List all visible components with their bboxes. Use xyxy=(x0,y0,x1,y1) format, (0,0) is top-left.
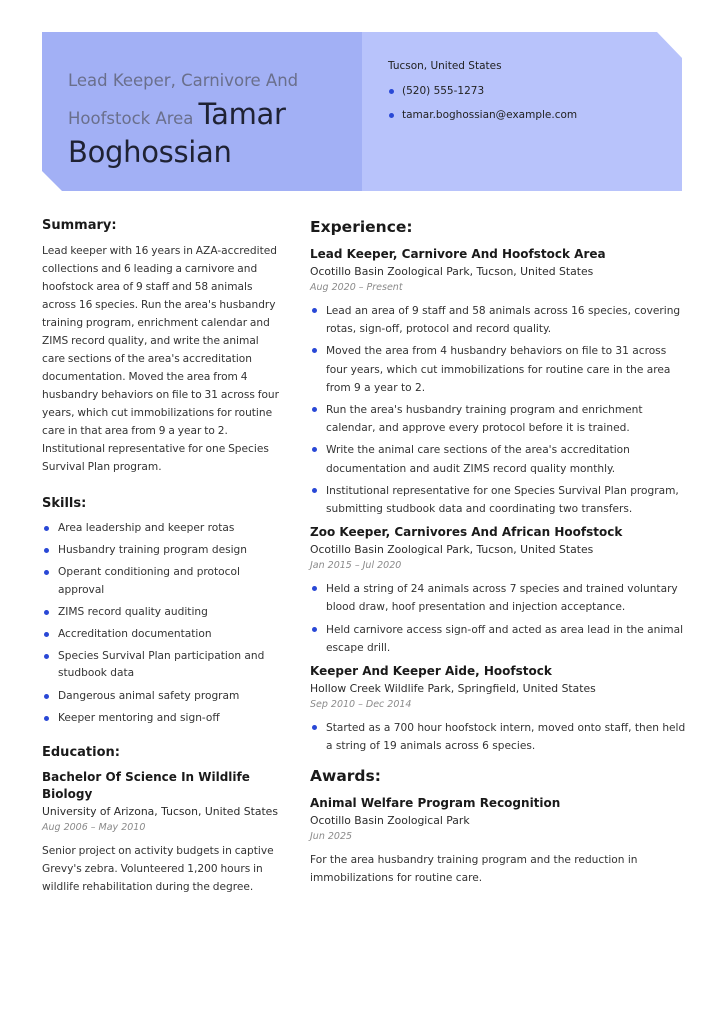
job-org: Ocotillo Basin Zoological Park, Tucson, United States xyxy=(310,265,594,278)
resume-header xyxy=(42,32,682,191)
name-block xyxy=(68,66,338,170)
education-heading: Education: xyxy=(42,745,120,761)
job-org: Hollow Creek Wildlife Park, Springfield, United States xyxy=(310,682,596,696)
contact-info xyxy=(388,60,678,133)
skill-item: Area leadership and keeper rotas xyxy=(42,520,282,537)
job-dates: Jan 2015 – Jul 2020 xyxy=(310,560,402,572)
experience-heading: Experience: xyxy=(310,218,413,236)
left-column xyxy=(42,218,282,896)
job-entry xyxy=(310,524,690,657)
skill-item: Accreditation documentation xyxy=(42,626,282,643)
job-role: Lead Keeper, Carnivore And Hoofstock Area xyxy=(310,247,606,261)
job-bullets xyxy=(310,580,690,657)
skills-list xyxy=(42,520,282,727)
skill-item: Dangerous animal safety program xyxy=(42,688,282,705)
award-dates: Jun 2025 xyxy=(310,831,353,843)
right-column xyxy=(310,218,690,887)
job-bullet: Institutional representative for one Species Survival Plan program, submitting studbook data and coordinating two transfers. xyxy=(310,482,690,518)
skill-item: Husbandry training program design xyxy=(42,542,282,559)
degree: Bachelor Of Science In Wildlife Biology xyxy=(42,770,250,802)
job-bullet: Started as a 700 hour hoofstock intern, moved onto staff, then held a string of 19 animals across 6 species. xyxy=(310,719,690,755)
job-entry xyxy=(310,663,690,755)
award-org: Ocotillo Basin Zoological Park xyxy=(310,814,470,828)
job-dates: Sep 2010 – Dec 2014 xyxy=(310,699,412,711)
job-bullet: Moved the area from 4 husbandry behaviors on file to 31 across four years, which cut immobilizations for routine care in the area from 9 a year to 2. xyxy=(310,342,690,397)
award-title: Animal Welfare Program Recognition xyxy=(310,796,561,811)
job-entry xyxy=(310,246,690,518)
skill-item: Operant conditioning and protocol approval xyxy=(42,564,282,598)
first-name: Tamar xyxy=(198,97,286,131)
education-text: Senior project on activity budgets in captive Grevy's zebra. Volunteered 1,200 hours in wildlife rehabilitation during the degree. xyxy=(42,845,274,894)
job-org: Ocotillo Basin Zoological Park, Tucson, United States xyxy=(310,543,594,557)
skills-heading: Skills: xyxy=(42,496,87,511)
summary-text: Lead keeper with 16 years in AZA-accredited collections and 6 leading a carnivore and hoofstock area of 9 staff and 58 animals across 16 species. Run the area's husbandry training program, enrichment calendar and ZIMS record quality, and write the animal care sections of the area's accreditation documentation. Moved the area from 4 husbandry behaviors on file to 31 across four years, which cut immobilizations for routine care in that area from 9 a year to 2. Institutional representative for one Species Survival Plan program. xyxy=(42,245,280,473)
location: Tucson, United States xyxy=(388,60,502,72)
email[interactable]: tamar.boghossian@example.com xyxy=(388,109,678,121)
job-role: Zoo Keeper, Carnivores And African Hoofstock xyxy=(310,525,623,540)
job-title: Lead Keeper, Carnivore And Hoofstock Area xyxy=(68,71,299,128)
skill-item: Keeper mentoring and sign-off xyxy=(42,710,282,727)
job-bullet: Held a string of 24 animals across 7 species and trained voluntary blood draw, hoof presentation and injection acceptance. xyxy=(310,580,690,616)
last-name: Boghossian xyxy=(68,135,232,169)
job-bullets xyxy=(310,302,690,518)
job-bullets xyxy=(310,719,690,755)
skill-item: ZIMS record quality auditing xyxy=(42,604,282,621)
job-bullet: Lead an area of 9 staff and 58 animals across 16 species, covering rotas, sign-off, protocol and record quality. xyxy=(310,302,690,338)
job-role: Keeper And Keeper Aide, Hoofstock xyxy=(310,664,552,679)
school: University of Arizona, Tucson, United States xyxy=(42,805,278,819)
job-bullet: Write the animal care sections of the area's accreditation documentation and audit ZIMS record quality monthly. xyxy=(310,441,690,477)
education-dates: Aug 2006 – May 2010 xyxy=(42,822,146,834)
phone[interactable]: (520) 555-1273 xyxy=(388,85,678,97)
job-dates: Aug 2020 – Present xyxy=(310,282,403,293)
skill-item: Species Survival Plan participation and studbook data xyxy=(42,648,282,682)
award-text: For the area husbandry training program and the reduction in immobilizations for routine care. xyxy=(310,854,638,885)
awards-heading: Awards: xyxy=(310,767,381,786)
job-bullet: Run the area's husbandry training program and enrichment calendar, and approve every protocol before it is trained. xyxy=(310,401,690,437)
summary-heading: Summary: xyxy=(42,218,117,233)
job-bullet: Held carnivore access sign-off and acted as area lead in the animal escape drill. xyxy=(310,621,690,657)
